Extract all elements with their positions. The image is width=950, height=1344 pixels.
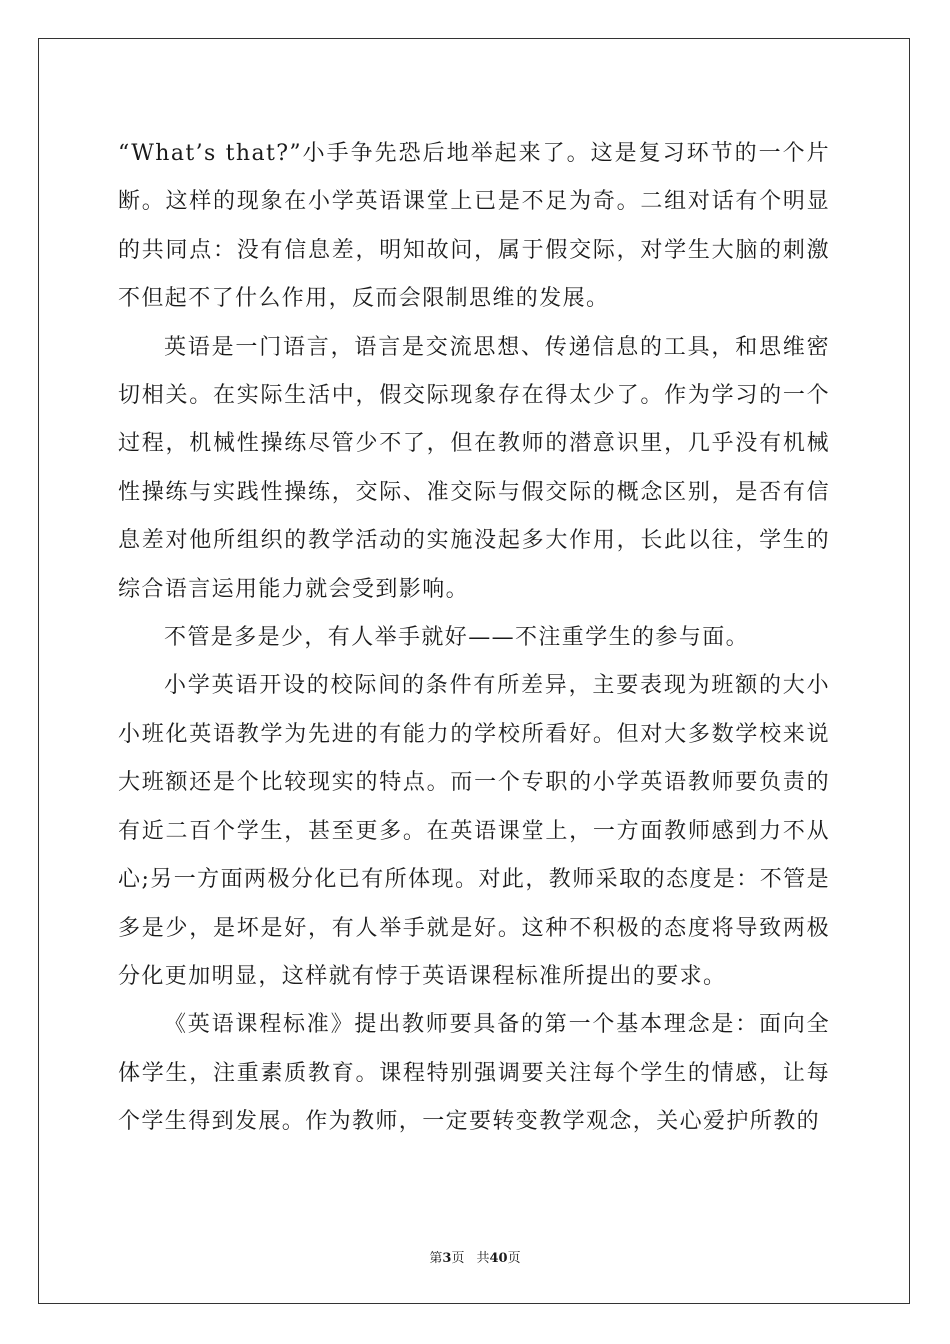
total-prefix: 共 — [476, 1251, 490, 1266]
page-prefix: 第 — [429, 1251, 443, 1266]
page-current: 3 — [442, 1251, 452, 1266]
page-footer — [0, 1247, 950, 1266]
total-unit: 页 — [507, 1251, 521, 1266]
paragraph-2: 英语是一门语言，语言是交流思想、传递信息的工具，和思维密切相关。在实际生活中，假交际现象存在得太少了。作为学习的一个过程，机械性操练尽管少不了，但在教师的潜意识里，几乎没有机械性操练与实践性操练，交际、准交际与假交际的概念区别，是否有信息差对他所组织的教学活动的实施没起多大作用，长此以往，学生的综合语言运用能力就会受到影响。 — [118, 334, 830, 602]
page-unit: 页 — [451, 1251, 465, 1266]
paragraph-5: 《英语课程标准》提出教师要具备的第一个基本理念是：面向全体学生，注重素质教育。课程特别强调要关注每个学生的情感，让每个学生得到发展。作为教师，一定要转变教学观念，关心爱护所教的 — [118, 1012, 830, 1135]
paragraph-3: 不管是多是少，有人举手就好——不注重学生的参与面。 — [164, 625, 750, 651]
paragraph-1: “What’s that?”小手争先恐后地举起来了。这是复习环节的一个片断。这样的现象在小学英语课堂上已是不足为奇。二组对话有个明显的共同点：没有信息差，明知故问，属于假交际，对学生大脑的刺激不但起不了什么作用，反而会限制思维的发展。 — [118, 141, 830, 312]
paragraph-4: 小学英语开设的校际间的条件有所差异，主要表现为班额的大小小班化英语教学为先进的有能力的学校所看好。但对大多数学校来说大班额还是个比较现实的特点。而一个专职的小学英语教师要负责的有近二百个学生，甚至更多。在英语课堂上，一方面教师感到力不从心;另一方面两极分化已有所体现。对此，教师采取的态度是：不管是多是少，是坏是好，有人举手就是好。这种不积极的态度将导致两极分化更加明显，这样就有悖于英语课程标准所提出的要求。 — [118, 673, 830, 989]
document-body — [118, 130, 830, 1147]
page-total: 40 — [489, 1251, 508, 1266]
